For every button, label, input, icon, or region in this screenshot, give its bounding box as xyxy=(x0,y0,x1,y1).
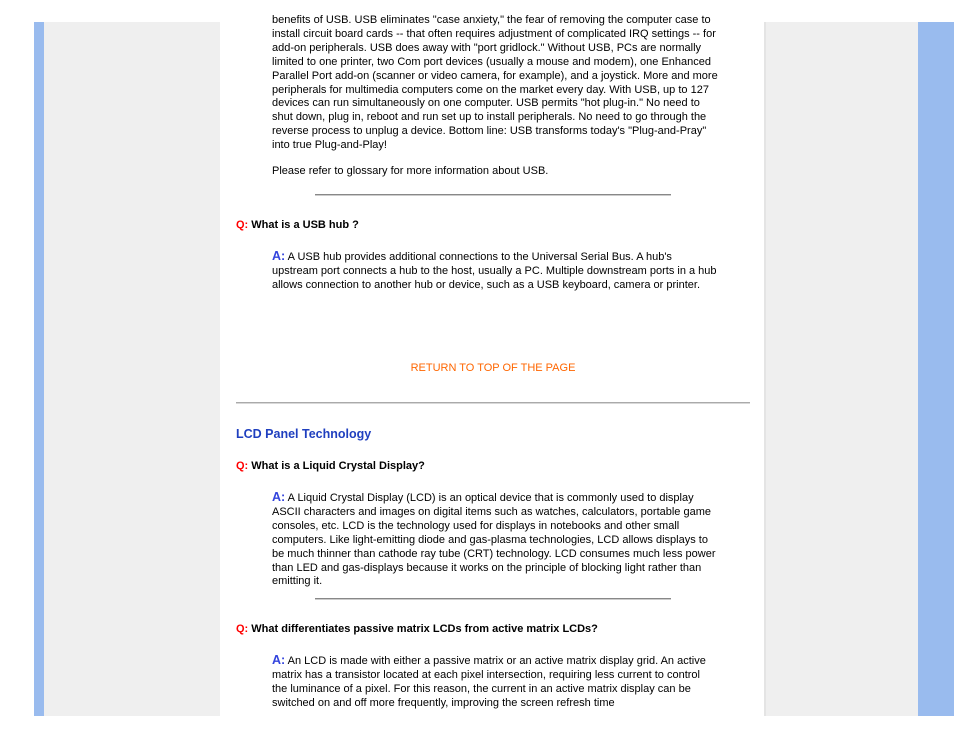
question-label: Q: xyxy=(236,623,249,635)
answer-text: A Liquid Crystal Display (LCD) is an optical device that is commonly used to display ASCII characters and images on digital items such as watches, calculators, portable game consoles, etc. LCD is the technology used for displays in notebooks and other small computers. Like light-emitting diode and gas-plasma technologies, LCD allows displays to be much thinner than cathode ray tube (CRT) technology. LCD consumes much less power than LED and gas-displays because it works on the principle of blocking light rather than emitting it. xyxy=(272,492,716,588)
section-divider xyxy=(236,402,750,404)
answer-label: A: xyxy=(272,249,286,263)
main-content xyxy=(236,0,750,716)
answer-text: A USB hub provides additional connections to the Universal Serial Bus. A hub's upstream port connects a hub to the host, usually a PC. Multiple downstream ports in a hub allows connection to another hub or device, such as a USB keyboard, camera or printer. xyxy=(272,251,717,291)
usb-intro-paragraph: benefits of USB. USB eliminates "case anxiety," the fear of removing the computer case to install circuit board cards -- that often requires adjustment of complicated IRQ settings -- for add-on peripherals. USB does away with "port gridlock." Without USB, PCs are normally limited to one printer, two Com port devices (usually a mouse and modem), one Enhanced Parallel Port add-on (scanner or video camera, for example), and a joystick. More and more peripherals for multimedia computers come on the market every day. With USB, up to 127 devices can run simultaneously on one computer. USB permits "hot plug-in." No need to shut down, plug in, reboot and run set up to install peripherals. No need to go through the reverse process to unplug a device. Bottom line: USB transforms today's "Plug-and-Pray" into true Plug-and-Play! xyxy=(272,14,718,152)
usb-intro-block xyxy=(272,14,718,179)
right-blue-bar xyxy=(918,22,954,716)
question-text: What differentiates passive matrix LCDs from active matrix LCDs? xyxy=(251,623,598,635)
glossary-note: Please refer to glossary for more information about USB. xyxy=(272,165,549,178)
answer-label: A: xyxy=(272,490,286,504)
answer-usb-hub xyxy=(272,250,718,293)
answer-text: An LCD is made with either a passive matrix or an active matrix display grid. An active matrix has a transistor located at each pixel intersection, requiring less current to control the luminance of a pixel. For this reason, the current in an active matrix display can be switched on and off more frequently, improving the screen refresh time xyxy=(272,655,706,709)
left-sidebar-panel xyxy=(44,22,220,716)
question-label: Q: xyxy=(236,219,249,231)
question-matrix xyxy=(236,623,598,635)
right-sidebar-panel xyxy=(764,22,918,716)
section-title-lcd: LCD Panel Technology xyxy=(236,427,372,441)
return-to-top-link[interactable]: RETURN TO TOP OF THE PAGE xyxy=(410,362,576,374)
question-label: Q: xyxy=(236,460,249,472)
left-blue-bar xyxy=(34,22,44,716)
divider xyxy=(315,194,671,196)
answer-lcd xyxy=(272,491,718,589)
divider xyxy=(315,598,671,600)
answer-label: A: xyxy=(272,653,286,667)
question-usb-hub xyxy=(236,219,359,231)
question-text: What is a USB hub ? xyxy=(251,219,359,231)
question-lcd xyxy=(236,460,425,472)
question-text: What is a Liquid Crystal Display? xyxy=(251,460,425,472)
answer-matrix xyxy=(272,654,718,711)
